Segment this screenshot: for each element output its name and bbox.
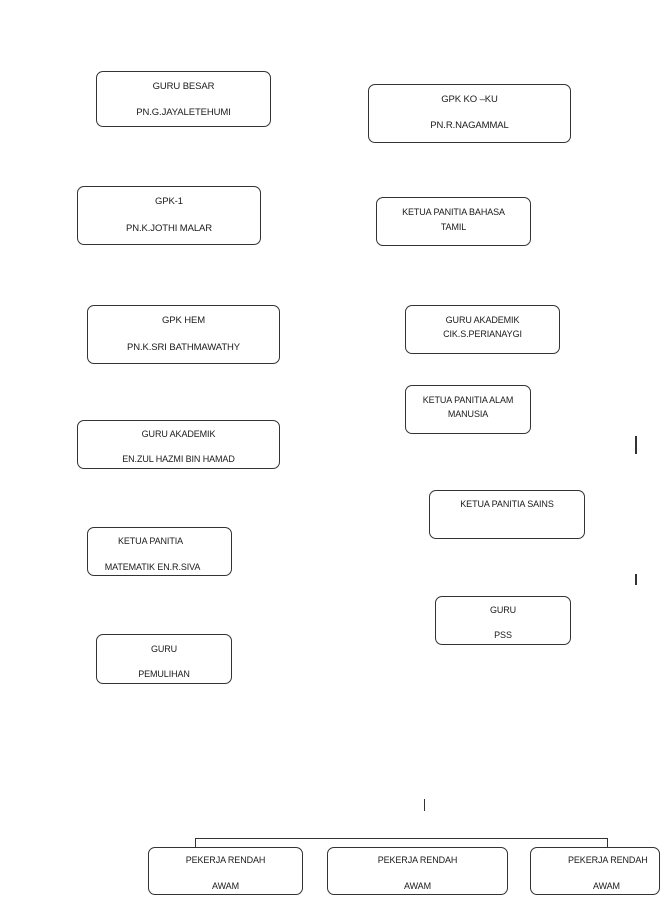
box-guru-akademik-perianaygi	[405, 305, 560, 354]
connector-vertical-stub	[424, 799, 425, 811]
box-ketua-panitia-sains	[429, 490, 585, 539]
connector-horizontal	[195, 838, 608, 839]
guru-pss-name: PSS	[494, 630, 512, 640]
box-gpk-hem	[87, 305, 280, 364]
ketua-bahasa-tamil-line2: TAMIL	[440, 222, 467, 232]
gpk-1-name: PN.K.JOTHI MALAR	[125, 223, 213, 234]
guru-besar-name: PN.G.JAYALETEHUMI	[136, 107, 231, 118]
ketua-sains-title: KETUA PANITIA SAINS	[460, 499, 554, 509]
gpk-1-title: GPK-1	[154, 196, 183, 207]
ketua-alam-manusia-line1: KETUA PANITIA ALAM	[422, 395, 514, 405]
box-ketua-panitia-matematik	[87, 527, 232, 576]
box-gpk-koku	[368, 84, 571, 143]
pekerja2-title: PEKERJA RENDAH	[377, 855, 458, 865]
box-pekerja-rendah-awam-1	[148, 847, 303, 895]
ketua-bahasa-tamil-line1: KETUA PANITIA BAHASA	[402, 207, 505, 217]
gpk-koku-title: GPK KO –KU	[441, 94, 498, 105]
guru-akademik-l-title: GURU AKADEMIK	[141, 429, 216, 439]
guru-besar-title: GURU BESAR	[152, 81, 215, 92]
gpk-hem-name: PN.K.SRI BATHMAWATHY	[126, 342, 241, 353]
box-gpk-1	[77, 186, 261, 245]
pekerja2-sub: AWAM	[404, 881, 431, 891]
ketua-alam-manusia-line2: MANUSIA	[447, 409, 489, 419]
ketua-matematik-title: KETUA PANITIA	[117, 536, 184, 546]
box-guru-besar	[96, 71, 271, 127]
box-guru-pss	[435, 596, 571, 645]
guru-akademik-r-title: GURU AKADEMIK	[445, 315, 520, 325]
box-guru-akademik-zul-hazmi	[77, 420, 280, 469]
guru-akademik-r-name: CIK.S.PERIANAYGI	[443, 329, 522, 339]
pekerja1-sub: AWAM	[212, 881, 239, 891]
box-guru-pemulihan	[96, 634, 232, 684]
edge-mark-1	[635, 436, 637, 454]
guru-pss-title: GURU	[489, 605, 517, 615]
gpk-koku-name: PN.R.NAGAMMAL	[430, 120, 509, 131]
pekerja3-title: PEKERJA RENDAH	[568, 855, 648, 865]
box-ketua-panitia-bahasa-tamil	[376, 197, 531, 246]
pekerja3-sub: AWAM	[593, 881, 620, 891]
pekerja1-title: PEKERJA RENDAH	[185, 855, 266, 865]
box-ketua-panitia-alam-manusia	[405, 385, 531, 434]
guru-pemulihan-name: PEMULIHAN	[138, 669, 190, 679]
box-pekerja-rendah-awam-2	[327, 847, 508, 895]
ketua-matematik-name: MATEMATIK EN.R.SIVA	[104, 562, 201, 572]
gpk-hem-title: GPK HEM	[161, 315, 206, 326]
guru-akademik-l-name: EN.ZUL HAZMI BIN HAMAD	[122, 454, 235, 464]
box-pekerja-rendah-awam-3	[530, 847, 660, 895]
guru-pemulihan-title: GURU	[150, 644, 178, 654]
edge-mark-2	[635, 574, 637, 585]
